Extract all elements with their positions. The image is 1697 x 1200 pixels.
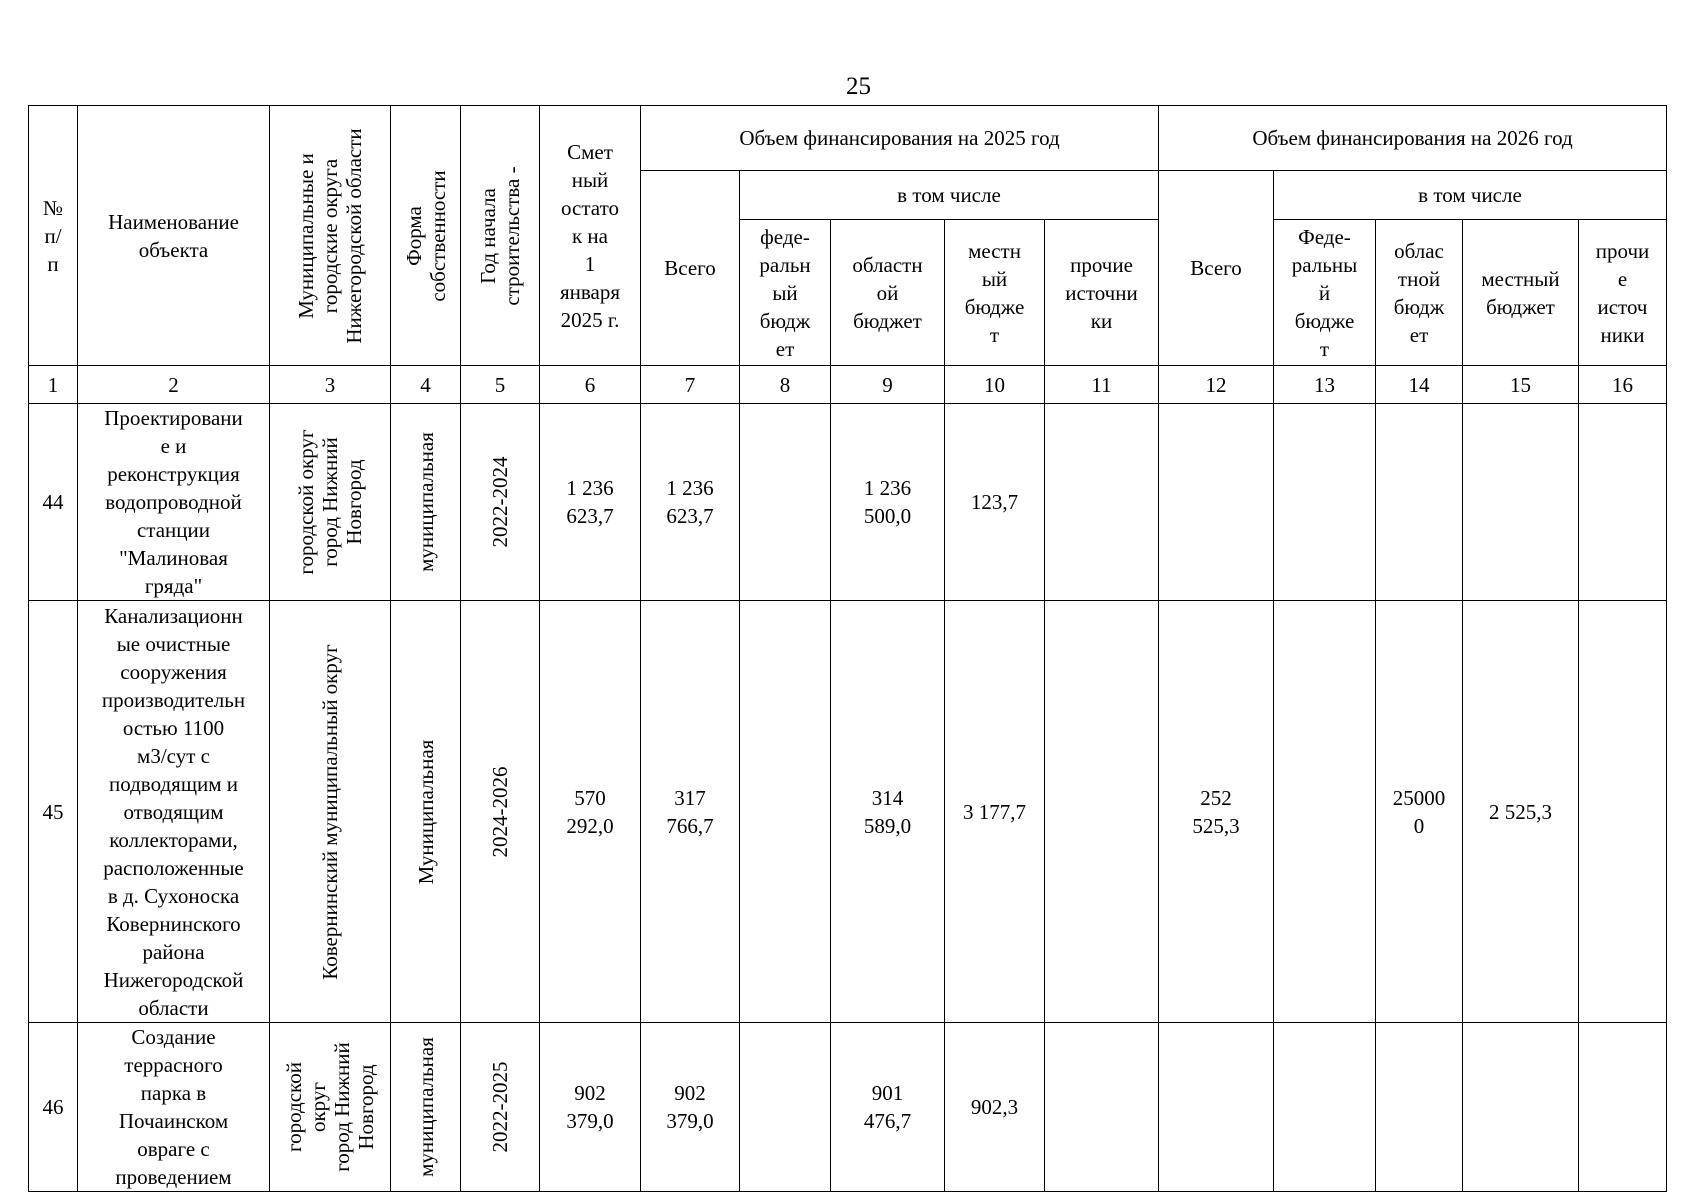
text-line: 317	[674, 785, 706, 810]
text-line: Нижегородской области	[342, 127, 366, 344]
total-2026-cell	[1159, 601, 1274, 1023]
text-line: ет	[1409, 322, 1429, 347]
text-line: Новгород	[342, 459, 366, 545]
text-line: к на	[571, 223, 608, 248]
column-number-cell: 4	[391, 366, 461, 404]
header-federal-2025	[740, 220, 831, 366]
text-line: 476,7	[863, 1109, 912, 1133]
text-line: бюджет	[853, 308, 922, 333]
text-line: ный	[571, 167, 609, 192]
header-row-1	[29, 106, 1667, 171]
text-line: "Малиновая	[119, 546, 228, 570]
other-2026-cell	[1579, 1023, 1667, 1192]
text-line: овраге с	[137, 1137, 210, 1161]
text-line: 3 177,7	[963, 799, 1026, 824]
text-line: ые очистные	[116, 631, 231, 656]
regional-2025-cell	[831, 404, 945, 601]
text-line: Ковернинский муниципальный округ	[318, 643, 342, 980]
header-name	[78, 106, 270, 366]
text-line: прочие	[1070, 252, 1133, 277]
row-number-cell: 45	[29, 601, 78, 1023]
text-line: т	[1319, 336, 1330, 361]
local-2026-cell	[1463, 404, 1579, 601]
header-regional-2025	[831, 220, 945, 366]
text-line: Нижегородской	[103, 967, 244, 992]
other-2026-cell	[1579, 601, 1667, 1023]
total-2025-cell	[641, 1023, 740, 1192]
object-name-cell	[78, 404, 270, 601]
federal-2025-cell	[740, 601, 831, 1023]
table-row	[29, 404, 1667, 601]
years-cell	[461, 601, 540, 1023]
text-line: город Нижний	[330, 1042, 354, 1172]
text-line: парка в	[140, 1081, 207, 1105]
text-line: 252	[1200, 785, 1232, 810]
page-number: 25	[846, 73, 871, 100]
text-line: водопроводной	[105, 490, 242, 514]
text-line: сооружения	[120, 659, 227, 684]
header-other-2026	[1579, 220, 1667, 366]
financing-table	[28, 105, 1667, 1192]
local-2025-cell	[945, 1023, 1045, 1192]
text-line: Форма	[401, 205, 426, 266]
text-line: источ	[1597, 294, 1648, 319]
text-line: №	[42, 195, 64, 220]
text-line: е	[1617, 266, 1628, 291]
text-line: станции	[136, 518, 211, 542]
ownership-cell-text: муниципальная	[413, 432, 438, 572]
text-line: Ковернинского	[106, 911, 241, 936]
column-number-cell: 8	[740, 366, 831, 404]
text-line: остато	[561, 195, 619, 220]
municipality-cell	[270, 404, 391, 601]
text-line: 1	[584, 251, 596, 276]
text-line: е и	[160, 434, 187, 458]
text-line: 379,0	[566, 1109, 614, 1133]
municipality-cell	[270, 601, 391, 1023]
other-2025-cell	[1045, 601, 1159, 1023]
column-number-cell: 14	[1376, 366, 1463, 404]
table-row	[29, 1023, 1667, 1192]
other-2025-cell	[1045, 404, 1159, 601]
text-line: ки	[1090, 308, 1113, 333]
object-name-cell	[78, 1023, 270, 1192]
ownership-cell-text: Муниципальная	[413, 739, 438, 884]
text-line: ет	[775, 336, 795, 361]
text-line: бюджет	[1486, 294, 1555, 319]
text-line: 766,7	[666, 813, 714, 838]
text-line: Почаинском	[118, 1109, 229, 1133]
header-ownership	[391, 106, 461, 366]
header-local-2025	[945, 220, 1045, 366]
total-2026-cell	[1159, 1023, 1274, 1192]
header-group-2025: Объем финансирования на 2025 год	[641, 106, 1159, 171]
column-number-cell: 6	[540, 366, 641, 404]
text-line: террасного	[124, 1053, 223, 1077]
text-line: ой	[876, 280, 899, 305]
text-line: округ	[306, 1081, 330, 1133]
header-federal-2026	[1274, 220, 1376, 366]
text-line: Наименование	[108, 209, 239, 234]
regional-2025-cell	[831, 1023, 945, 1192]
text-line: бюдже	[1294, 308, 1355, 333]
other-2026-cell	[1579, 404, 1667, 601]
text-line: облас	[1394, 238, 1444, 263]
text-line: строительства -	[500, 165, 524, 306]
text-line: местн	[968, 238, 1021, 263]
remaining-cell	[540, 404, 641, 601]
row-number-cell: 46	[29, 1023, 78, 1192]
text-line: п	[47, 251, 59, 276]
text-line: реконструкция	[107, 462, 240, 486]
text-line: 902	[574, 1081, 606, 1105]
header-group-2026: Объем финансирования на 2026 год	[1159, 106, 1667, 171]
text-line: городской	[282, 1062, 306, 1152]
header-regional-2026	[1376, 220, 1463, 366]
header-municipality	[270, 106, 391, 366]
federal-2025-cell	[740, 404, 831, 601]
text-line: т	[989, 322, 1000, 347]
row-number-cell: 44	[29, 404, 78, 601]
object-name-cell	[78, 601, 270, 1023]
years-cell	[461, 404, 540, 601]
header-including-2025: в том числе	[740, 171, 1159, 220]
text-line: объекта	[138, 237, 209, 262]
municipality-cell-text	[294, 429, 366, 574]
regional-2026-cell	[1376, 601, 1463, 1023]
years-cell-text: 2022-2025	[488, 1061, 512, 1153]
text-line: производительн	[101, 687, 246, 712]
text-line: 570	[574, 785, 606, 810]
text-line: городские округа	[318, 158, 342, 313]
header-num	[29, 106, 78, 366]
text-line: области	[138, 995, 209, 1020]
ownership-cell	[391, 601, 461, 1023]
column-number-cell: 3	[270, 366, 391, 404]
text-line: Феде-	[1298, 224, 1351, 249]
text-line: 902,3	[970, 1095, 1019, 1119]
remaining-cell	[540, 601, 641, 1023]
federal-2026-cell	[1274, 1023, 1376, 1192]
text-line: 525,3	[1192, 813, 1240, 838]
text-line: 623,7	[566, 504, 614, 528]
text-line: гряда"	[144, 574, 203, 598]
text-line: источни	[1065, 280, 1138, 305]
text-line: город Нижний	[318, 437, 342, 567]
text-line: 1 236	[863, 476, 912, 500]
total-2026-cell	[1159, 404, 1274, 601]
header-local-2026	[1463, 220, 1579, 366]
ownership-cell	[391, 1023, 461, 1192]
text-line: 901	[871, 1081, 904, 1105]
federal-2026-cell	[1274, 404, 1376, 601]
text-line: Новгород	[354, 1064, 378, 1150]
text-line: Муниципальные и	[294, 152, 318, 319]
text-line: отводящим	[123, 799, 224, 824]
federal-2026-cell	[1274, 601, 1376, 1023]
other-2025-cell	[1045, 1023, 1159, 1192]
text-line: Проектировани	[104, 406, 243, 430]
remaining-cell	[540, 1023, 641, 1192]
table-row	[29, 601, 1667, 1023]
text-line: ральны	[1291, 252, 1358, 277]
text-line: п/	[44, 223, 62, 248]
text-line: 123,7	[970, 490, 1019, 514]
header-total-2025: Всего	[641, 171, 740, 366]
years-cell-text: 2022-2024	[488, 456, 512, 548]
text-line: тной	[1397, 266, 1441, 291]
text-line: 2025 г.	[560, 307, 620, 332]
header-including-2026: в том числе	[1274, 171, 1667, 220]
municipality-cell-text	[282, 1042, 378, 1172]
text-line: 1 236	[666, 476, 714, 500]
regional-2026-cell	[1376, 404, 1463, 601]
text-line: 589,0	[863, 813, 912, 838]
column-number-cell: 2	[78, 366, 270, 404]
column-number-cell: 15	[1463, 366, 1579, 404]
text-line: м3/сут с	[137, 743, 210, 768]
text-line: 314	[871, 785, 904, 810]
column-number-cell: 11	[1045, 366, 1159, 404]
column-number-cell: 9	[831, 366, 945, 404]
column-number-cell: 16	[1579, 366, 1667, 404]
column-number-cell: 7	[641, 366, 740, 404]
ownership-cell	[391, 404, 461, 601]
municipality-cell-text	[318, 644, 342, 979]
text-line: феде-	[760, 224, 810, 249]
text-line: прочи	[1595, 238, 1650, 263]
regional-2026-cell	[1376, 1023, 1463, 1192]
text-line: городской округ	[294, 429, 318, 575]
text-line: бюдж	[1393, 294, 1445, 319]
header-start-year	[461, 106, 540, 366]
text-line: собственности	[425, 169, 450, 302]
total-2025-cell	[641, 404, 740, 601]
column-number-cell: 12	[1159, 366, 1274, 404]
text-line: ый	[981, 266, 1008, 291]
column-number-cell: 13	[1274, 366, 1376, 404]
text-line: в д. Сухоноска	[107, 883, 240, 908]
text-line: подводящим и	[108, 771, 238, 796]
column-number-cell: 5	[461, 366, 540, 404]
text-line: Год начала	[476, 187, 500, 284]
years-cell	[461, 1023, 540, 1192]
text-line: января	[559, 279, 621, 304]
local-2026-cell	[1463, 1023, 1579, 1192]
column-number-cell: 1	[29, 366, 78, 404]
text-line: Смет	[567, 139, 613, 164]
text-line: 292,0	[566, 813, 614, 838]
text-line: проведением	[115, 1165, 232, 1189]
text-line: Создание	[131, 1025, 216, 1049]
regional-2025-cell	[831, 601, 945, 1023]
text-line: ральн	[759, 252, 811, 277]
municipality-cell	[270, 1023, 391, 1192]
years-cell-text: 2024-2026	[488, 766, 512, 857]
text-line: 500,0	[863, 504, 912, 528]
column-numbers-row	[29, 366, 1667, 404]
ownership-cell-text: муниципальная	[413, 1037, 438, 1177]
text-line: коллекторами,	[109, 827, 238, 852]
text-line: бюдж	[759, 308, 811, 333]
text-line: 623,7	[666, 504, 714, 528]
local-2026-cell	[1463, 601, 1579, 1023]
local-2025-cell	[945, 601, 1045, 1023]
text-line: 902	[674, 1081, 706, 1105]
header-remaining	[540, 106, 641, 366]
header-total-2026: Всего	[1159, 171, 1274, 366]
text-line: района	[142, 939, 205, 964]
text-line: расположенные	[103, 855, 244, 880]
federal-2025-cell	[740, 1023, 831, 1192]
header-other-2025	[1045, 220, 1159, 366]
text-line: ый	[772, 280, 798, 305]
text-line: местный	[1481, 266, 1560, 291]
text-line: областн	[852, 252, 923, 277]
column-number-cell: 10	[945, 366, 1045, 404]
total-2025-cell	[641, 601, 740, 1023]
text-line: 2 525,3	[1489, 799, 1552, 824]
text-line: 379,0	[666, 1109, 714, 1133]
text-line: ники	[1600, 322, 1645, 347]
text-line: 0	[1413, 813, 1425, 838]
text-line: 25000	[1392, 785, 1446, 810]
text-line: Канализационн	[104, 603, 243, 628]
text-line: бюдже	[964, 294, 1025, 319]
text-line: остью 1100	[122, 715, 225, 740]
text-line: й	[1318, 280, 1331, 305]
text-line: 1 236	[566, 476, 614, 500]
local-2025-cell	[945, 404, 1045, 601]
